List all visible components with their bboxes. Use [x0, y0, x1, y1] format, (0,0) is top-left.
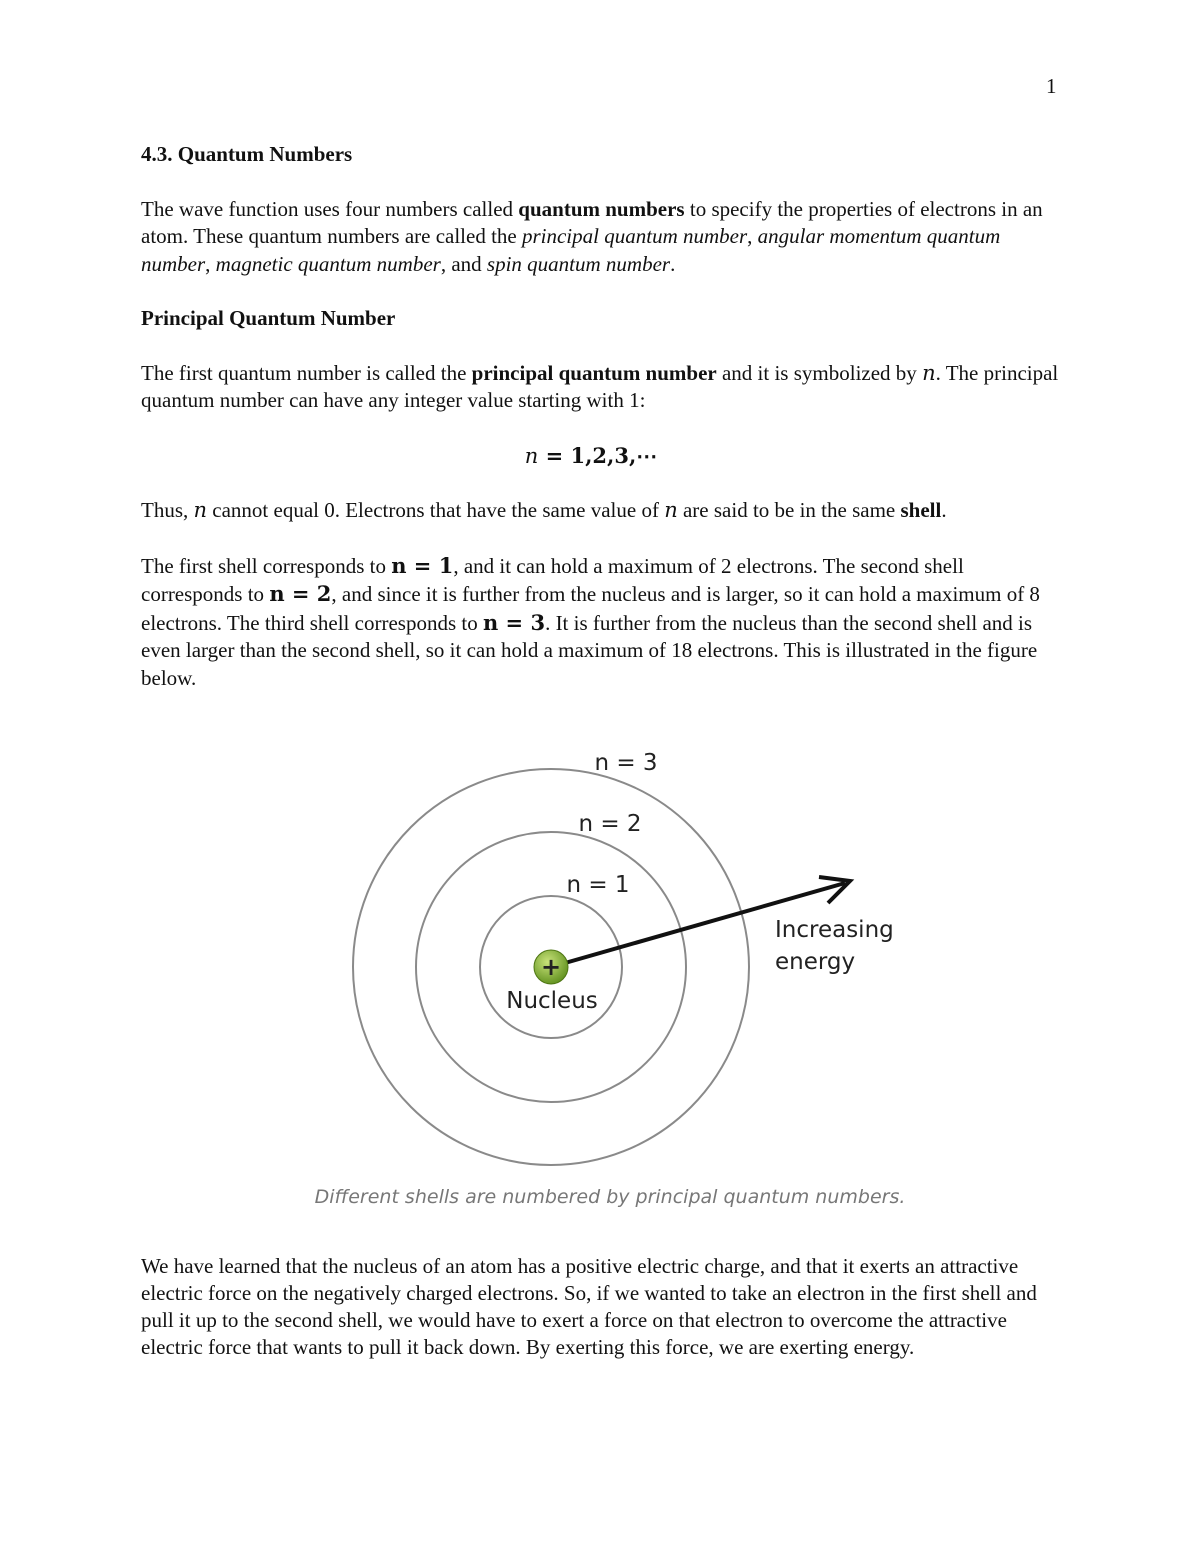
energy-label-line2: energy	[775, 949, 856, 975]
para-text: and it is symbolized by	[716, 360, 923, 385]
subheading-principal: Principal Quantum Number	[141, 306, 396, 330]
nucleus-plus-icon: +	[540, 953, 562, 981]
term-magnetic: magnetic quantum number	[215, 251, 441, 276]
term-angular: angular momentum quantum number	[141, 224, 1001, 276]
para-text: cannot equal 0. Electrons that have the same value of	[207, 498, 665, 522]
figure-caption: Different shells are numbered by principal quantum numbers.	[314, 1186, 906, 1208]
shell-diagram	[300, 735, 920, 1185]
page-number: 1	[1046, 74, 1057, 98]
equation-values: = 1,2,3,⋯	[538, 442, 658, 468]
para-text: . It is further from the nucleus than the second shell and is even larger than the second shell, so it can hold a maximum of 18 electrons. This is illustrated in the figure below.	[141, 610, 1038, 690]
math-n2: n = 2	[269, 581, 332, 606]
term-quantum-numbers: quantum numbers	[518, 196, 685, 221]
para-text: , and since it is further from the nucleus and is larger, so it can hold a maximum of 8 electrons. The third shell corresponds to	[141, 582, 1040, 635]
math-n: n	[664, 498, 678, 522]
shell-label-n1: n = 1	[566, 872, 630, 898]
math-n: n	[922, 360, 936, 385]
shell-figure	[300, 735, 920, 1225]
shell-paragraph	[141, 497, 1061, 525]
para-text: The first shell corresponds to	[141, 553, 392, 578]
document-body	[141, 141, 1061, 692]
term-spin: spin quantum number	[486, 251, 671, 276]
para-text: Thus,	[141, 498, 194, 522]
closing-paragraph: We have learned that the nucleus of an atom has a positive electric charge, and that it exerts an attractive electric force on the negatively charged electrons. So, if we wanted to take an electron in the first shell and pull it up to the second shell, we would have to exert a force on that electron to overcome the attractive electric force that wants to pull it back down. By exerting this force, we are exerting energy.	[141, 1254, 1037, 1359]
intro-text: ,	[747, 224, 758, 248]
term-principal-bold: principal quantum number	[471, 360, 717, 385]
intro-paragraph	[141, 196, 1061, 279]
shell-label-n2: n = 2	[578, 811, 642, 837]
principal-paragraph	[141, 360, 1061, 415]
term-principal: principal quantum number	[521, 224, 748, 248]
para-text: are said to be in the same	[677, 498, 901, 522]
term-shell: shell	[900, 498, 942, 522]
nucleus-label: Nucleus	[506, 988, 598, 1014]
math-n1: n = 1	[391, 552, 454, 578]
math-n: n	[193, 498, 208, 522]
intro-text: , and	[440, 251, 487, 276]
para-text: , and it can hold a maximum of 2 electrons. The second shell corresponds to	[141, 553, 964, 606]
intro-text: .	[670, 251, 676, 276]
intro-text: The wave function uses four numbers called	[141, 196, 519, 221]
equation	[121, 442, 1061, 471]
para-text: .	[941, 498, 947, 522]
shell-label-n3: n = 3	[594, 750, 658, 776]
para-text: . The principal quantum number can have any integer value starting with 1:	[141, 360, 1059, 412]
para-text: The first quantum number is called the	[141, 360, 472, 385]
equation-variable: n	[524, 443, 539, 468]
section-title: 4.3. Quantum Numbers	[141, 142, 353, 166]
math-n3: n = 3	[482, 609, 546, 635]
shells-detail-paragraph	[141, 552, 1061, 693]
energy-label-line1: Increasing	[775, 917, 894, 943]
intro-text: ,	[205, 251, 216, 276]
intro-text: to specify the properties of electrons in an atom. These quantum numbers are called the	[141, 196, 1043, 248]
